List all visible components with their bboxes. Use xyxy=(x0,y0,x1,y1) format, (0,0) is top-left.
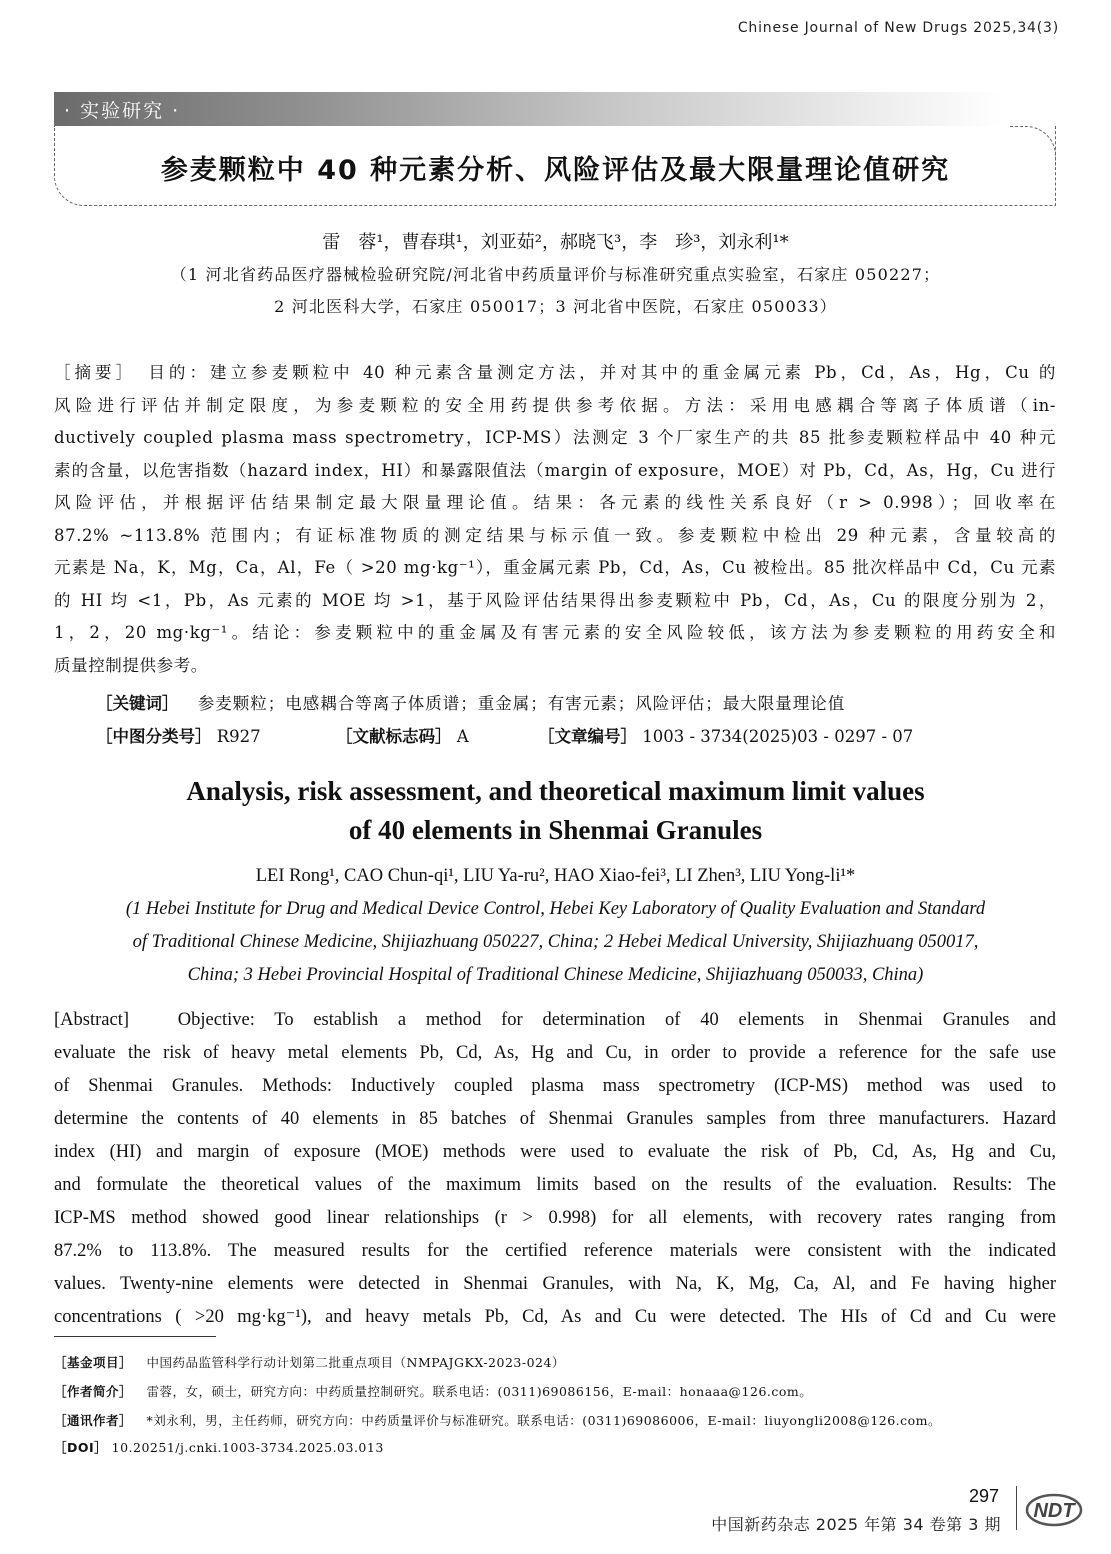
abstract-line: [Abstract] Objective: To establish a method for determination of 40 elements in Shenmai Granules and xyxy=(54,1010,1056,1030)
running-title: Chinese Journal of New Drugs 2025,34(3) xyxy=(737,20,1059,36)
article-value: 1003 - 3734(2025)03 - 0297 - 07 xyxy=(642,727,914,746)
footer-divider xyxy=(1016,1486,1017,1530)
footnote-label: ［DOI］ xyxy=(54,1440,108,1455)
footnote-divider xyxy=(54,1336,216,1337)
section-band xyxy=(54,92,1004,126)
abstract-line: 风险评估，并根据评估结果制定最大限量理论值。结果：各元素的线性关系良好（r > 0.998）；回收率在 xyxy=(54,493,1056,512)
clc-value: R927 xyxy=(216,727,261,746)
chinese-affiliation-line: 2 河北医科大学，石家庄 050017；3 河北省中医院，石家庄 050033） xyxy=(274,297,837,316)
abstract-line: and formulate the theoretical values of the maximum limits based on the results of the evaluation. Results: The xyxy=(54,1175,1056,1195)
chinese-authors: 雷 蓉¹，曹春琪¹，刘亚茹²，郝晓飞³，李 珍³，刘永利¹* xyxy=(322,232,789,253)
abstract-line: 风险进行评估并制定限度，为参麦颗粒的安全用药提供参考依据。方法：采用电感耦合等离子体质谱（in- xyxy=(54,396,1056,415)
abstract-line: 的 HI 均 <1，Pb，As 元素的 MOE 均 >1，基于风险评估结果得出参麦颗粒中 Pb，Cd，As，Cu 的限度分别为 2， xyxy=(54,591,1056,610)
abstract-line: evaluate the risk of heavy metal elements Pb, Cd, As, Hg and Cu, in order to provide a reference for the safe use xyxy=(54,1043,1056,1063)
abstract-line: 素的含量，以危害指数（hazard index，HI）和暴露限值法（margin of exposure，MOE）对 Pb，Cd，As，Hg，Cu 进行 xyxy=(54,461,1056,480)
english-affiliation-line: China; 3 Hebei Provincial Hospital of Traditional Chinese Medicine, Shijiazhuang 050033, China) xyxy=(187,965,924,985)
abstract-line: concentrations ( >20 mg·kg⁻¹), and heavy metals Pb, Cd, As and Cu were detected. The HIs of Cd and Cu were xyxy=(54,1307,1056,1327)
chinese-title: 参麦颗粒中 40 种元素分析、风险评估及最大限量理论值研究 xyxy=(160,155,951,186)
english-authors: LEI Rong¹, CAO Chun-qi¹, LIU Ya-ru², HAO Xiao-fei³, LI Zhen³, LIU Yong-li¹* xyxy=(255,866,856,886)
page-number: 297 xyxy=(968,1486,999,1506)
footnote-text: 10.20251/j.cnki.1003-3734.2025.03.013 xyxy=(111,1440,384,1455)
journal-logo-icon xyxy=(1024,1490,1086,1534)
abstract-line: values. Twenty-nine elements were detected in Shenmai Granules, with Na, K, Mg, Ca, Al, and Fe having higher xyxy=(54,1274,1056,1294)
footnote-label: ［通讯作者］ xyxy=(54,1413,133,1428)
abstract-line: of Shenmai Granules. Methods: Inductively coupled plasma mass spectrometry (ICP-MS) method was used to xyxy=(54,1076,1056,1096)
footnote-text: *刘永利，男，主任药师，研究方向：中药质量评价与标准研究。联系电话：(0311)69086006，E-mail：liuyongli2008@126.com。 xyxy=(146,1413,942,1428)
classification-row xyxy=(96,723,261,747)
footnote-funding xyxy=(54,1353,565,1371)
article-number xyxy=(538,723,913,747)
abstract-line: 87.2% to 113.8%. The measured results for the certified reference materials were consistent with the indicated xyxy=(54,1241,1056,1261)
footnote-text: 中国药品监管科学行动计划第二批重点项目（NMPAJGKX-2023-024） xyxy=(146,1355,565,1370)
doc-label: ［文献标志码］ xyxy=(336,727,452,746)
keywords-text: 参麦颗粒；电感耦合等离子体质谱；重金属；有害元素；风险评估；最大限量理论值 xyxy=(197,694,846,713)
abstract-line: 元素是 Na，K，Mg，Ca，Al，Fe（ >20 mg·kg⁻¹），重金属元素 Pb，Cd，As，Cu 被检出。85 批次样品中 Cd，Cu 元素 xyxy=(54,558,1056,577)
footnote-text: 雷蓉，女，硕士，研究方向：中药质量控制研究。联系电话：(0311)69086156，E-mail：honaaa@126.com。 xyxy=(146,1384,813,1399)
keywords-label: ［关键词］ xyxy=(96,694,179,713)
english-affiliation-line: (1 Hebei Institute for Drug and Medical Device Control, Hebei Key Laboratory of Quality Evaluation and Standard xyxy=(125,899,986,919)
footnote-doi xyxy=(54,1438,384,1456)
english-title-line: Analysis, risk assessment, and theoretical maximum limit values xyxy=(186,776,925,806)
clc-label: ［中图分类号］ xyxy=(96,727,212,746)
english-affiliation-line: of Traditional Chinese Medicine, Shijiazhuang 050227, China; 2 Hebei Medical University, Shijiazhuang 050017, xyxy=(132,932,979,952)
doc-value: A xyxy=(456,727,469,746)
journal-issue: 中国新药杂志 2025 年第 34 卷第 3 期 xyxy=(711,1515,1001,1534)
doc-code xyxy=(336,723,469,747)
article-label: ［文章编号］ xyxy=(538,727,637,746)
footnote-label: ［作者简介］ xyxy=(54,1384,133,1399)
abstract-line: ICP-MS method showed good linear relationships (r > 0.998) for all elements, with recovery rates ranging from xyxy=(54,1208,1056,1228)
footnote-author-bio xyxy=(54,1382,812,1400)
abstract-line: index (HI) and margin of exposure (MOE) methods were used to evaluate the risk of Pb, Cd, As, Hg and Cu, xyxy=(54,1142,1056,1162)
abstract-line: 质量控制提供参考。 xyxy=(54,656,208,675)
footnote-corresponding xyxy=(54,1411,941,1429)
keywords xyxy=(96,690,845,714)
english-title-line: of 40 elements in Shenmai Granules xyxy=(348,815,763,845)
chinese-affiliation-line: （1 河北省药品医疗器械检验研究院/河北省中药质量评价与标准研究重点实验室，石家庄 050227； xyxy=(170,265,941,284)
footnote-label: ［基金项目］ xyxy=(54,1355,133,1370)
logo-text: NDT xyxy=(1033,1500,1075,1522)
abstract-line: determine the contents of 40 elements in 85 batches of Shenmai Granules samples from three manufacturers. Hazard xyxy=(54,1109,1056,1129)
abstract-line: ［摘要］ 目的：建立参麦颗粒中 40 种元素含量测定方法，并对其中的重金属元素 Pb，Cd，As，Hg，Cu 的 xyxy=(54,363,1056,382)
abstract-line: 1，2，20 mg·kg⁻¹。结论：参麦颗粒中的重金属及有害元素的安全风险较低，该方法为参麦颗粒的用药安全和 xyxy=(54,623,1056,642)
abstract-line: ductively coupled plasma mass spectrometry，ICP-MS）法测定 3 个厂家生产的共 85 批参麦颗粒样品中 40 种元 xyxy=(54,428,1056,447)
section-label: · 实验研究 · xyxy=(64,100,181,122)
abstract-line: 87.2% ~113.8% 范围内；有证标准物质的测定结果与标示值一致。参麦颗粒中检出 29 种元素，含量较高的 xyxy=(54,526,1056,545)
